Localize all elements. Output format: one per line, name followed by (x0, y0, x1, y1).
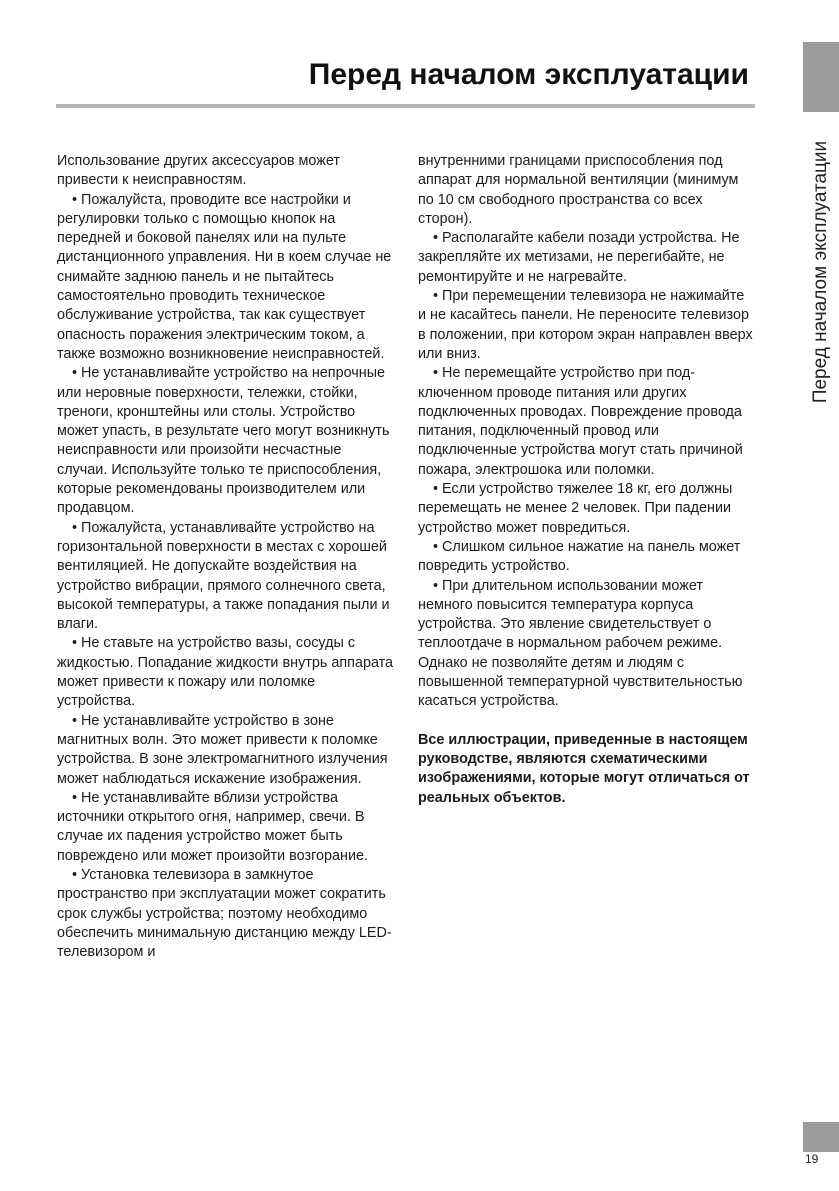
bullet-paragraph: • Не устанавливайте вблизи устройства источники открытого огня, например, свечи. В случае их падения устройство может быть повреждено или может произойти возгорание. (57, 789, 369, 864)
paragraph: Использование других аксессуаров может привести к неисправностям. (57, 153, 340, 189)
page-number: 19 (805, 1152, 819, 1166)
bullet-paragraph: • Установка телевизора в замкнутое пространство при эксплуатации может сократить срок службы устройства; поэтому необходимо обеспечить минимальную дистанцию между LED-телевизором и (57, 866, 392, 961)
page-title: Перед началом эксплуатации (308, 58, 749, 91)
bullet-paragraph: • Не перемещайте устройство при подключенном проводе питания или других подключенных проводах. Повреждение провода питания, подключенный провод или подключенные устройства могут стать причиной пожара, электрошока или поломки. (418, 365, 743, 478)
bullet-paragraph: • При перемещении телевизора не нажимайте и не касайтесь панели. Не переносите телевизор в положении, при котором экран направлен вверх или вниз. (418, 288, 753, 362)
bullet-paragraph: • Не устанавливайте устройство на непрочные или неровные поверхности, тележки, стойки, треноги, кронштейны или столы. Устройство может упасть, в результате чего могут возникнуть неисправности или произойти несчастные случаи. Используйте только те приспособления, которые рекомендованы производителем или продавцом. (57, 365, 390, 517)
illustration-note: Все иллюстрации, приведенные в настоящем руководстве, являются схематическими изображениями, которые могут отличаться от реальных объектов. (418, 731, 750, 806)
bullet-paragraph: • Располагайте кабели позади устройства. Не закрепляйте их метизами, не перегибайте, не ремонтируйте и не нагревайте. (418, 230, 740, 285)
section-tab-marker (803, 42, 839, 112)
left-column (57, 152, 395, 962)
paragraph: внутренними границами приспособления под аппарат для нормальной вентиляции (минимум по 10 см свободного пространства со всех сторон). (418, 153, 739, 227)
side-section-title: Перед началом эксплуатации (810, 140, 831, 404)
title-divider (56, 104, 755, 108)
bullet-paragraph: • Если устройство тяжелее 18 кг, его должны перемещать не менее 2 человек. При падении устройство может повредиться. (418, 481, 733, 536)
page-tab-marker (803, 1122, 839, 1152)
bullet-paragraph: • Пожалуйста, проводите все настройки и регулировки только с помощью кнопок на передней и боковой панелях или на пульте дистанционного управления. Ни в коем случае не снимайте заднюю панель и не пытайтесь самостоятельно проводить техническое обслуживание устройства, так как существует опасность поражения электрическим током, а также возможно возникновение неисправностей. (57, 191, 392, 362)
bullet-paragraph: • При длительном использовании может немного повысится температура корпуса устройства. Это явление свидетельствует о теплоотдаче в нормальном рабочем режиме. Однако не позволяйте детям и людям с повышенной температурной чувствительностью касаться устройства. (418, 577, 743, 710)
bullet-paragraph: • Не устанавливайте устройство в зоне магнитных волн. Это может привести к поломке устройства. В зоне электромагнитного излучения может наблюдаться искажение изображения. (57, 712, 388, 787)
bullet-paragraph: • Слишком сильное нажатие на панель может повредить устройство. (418, 538, 741, 575)
bullet-paragraph: • Пожалуйста, устанавливайте устройство на горизонтальной поверхности в местах с хорошей вентиляцией. Не допускайте воздействия на устройство вибрации, прямого солнечного света, высокой температуры, а также попадания пыли и влаги. (57, 519, 390, 633)
bullet-paragraph: • Не ставьте на устройство вазы, сосуды с жидкостью. Попадание жидкости внутрь аппарата может привести к пожару или поломке устройства. (57, 635, 394, 710)
right-column (418, 152, 756, 808)
